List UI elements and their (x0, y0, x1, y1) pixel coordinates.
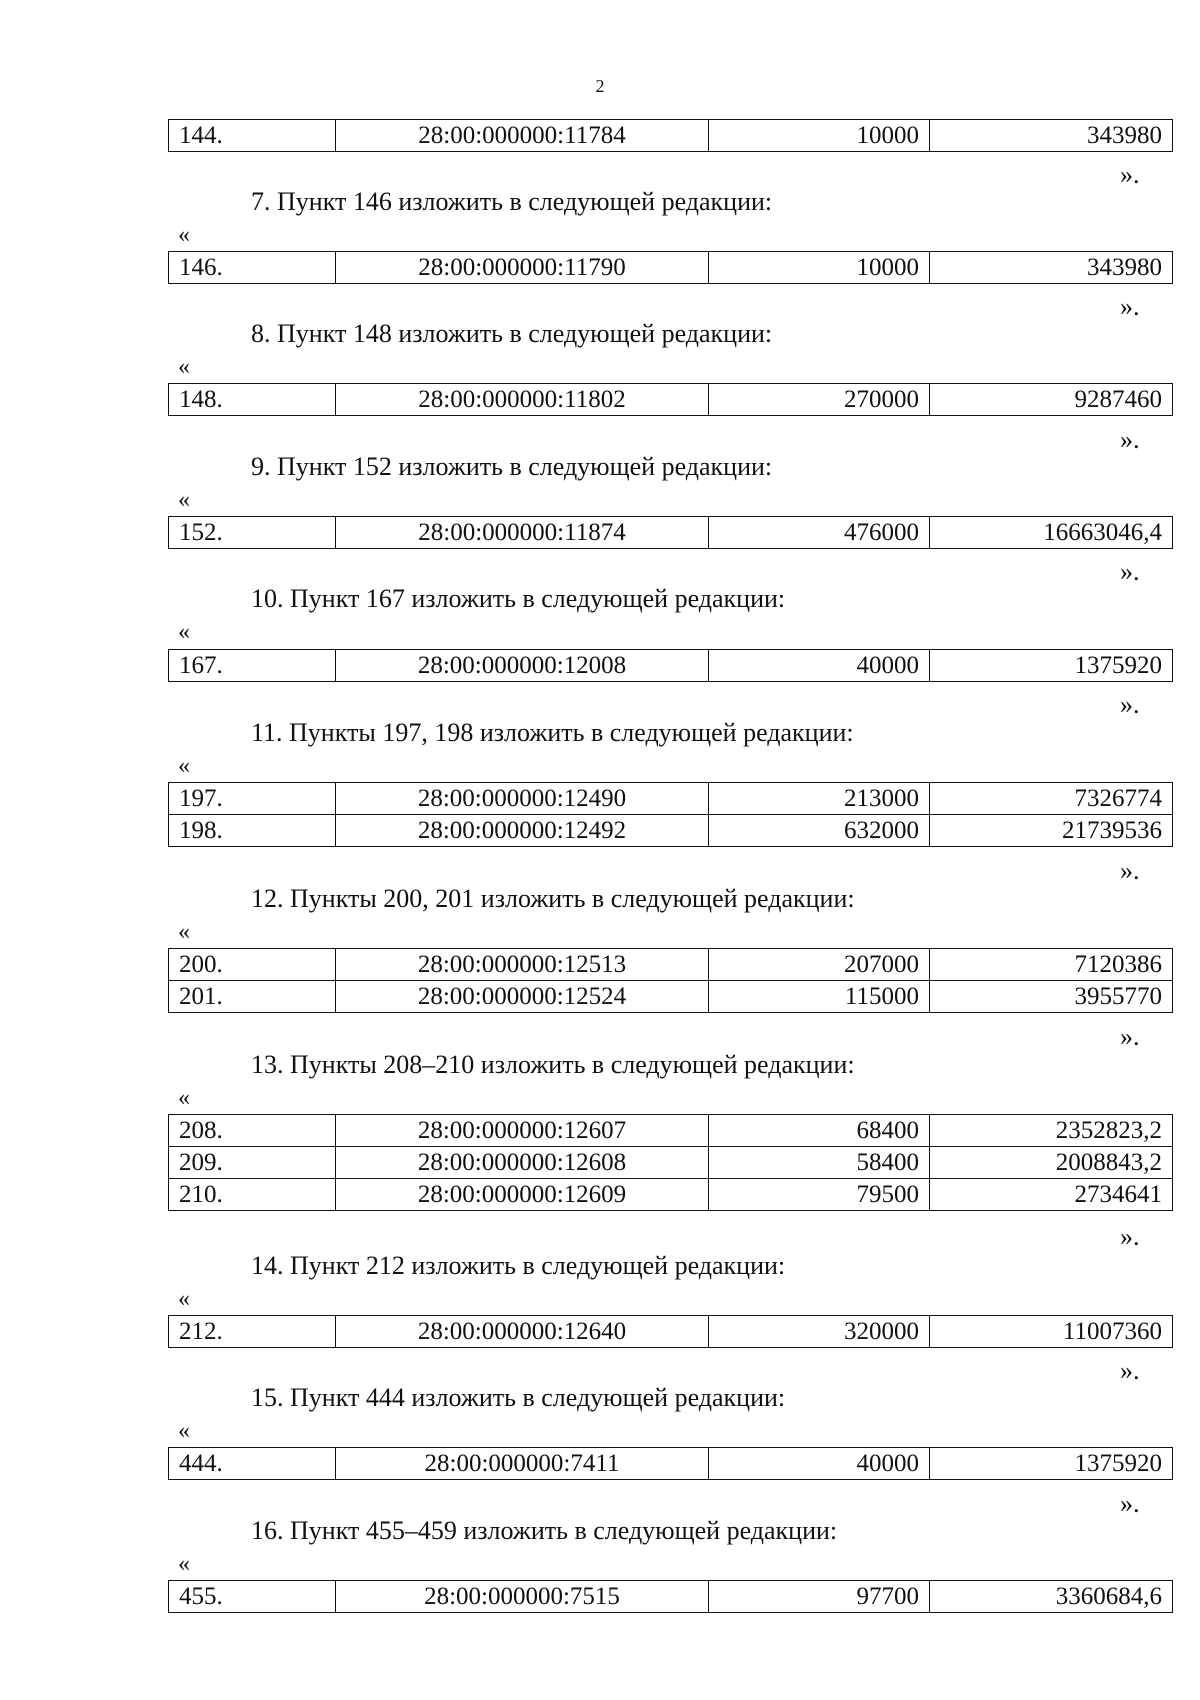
closing-quote: ». (1120, 1022, 1140, 1051)
table-row (169, 650, 1173, 682)
cost-value: 16663046,4 (930, 517, 1173, 549)
area-value: 97700 (709, 1581, 930, 1613)
item-number: 455. (169, 1581, 336, 1613)
area-value: 115000 (709, 981, 930, 1013)
cadastral-number: 28:00:000000:11802 (336, 384, 709, 416)
cadastral-number: 28:00:000000:12524 (336, 981, 709, 1013)
cadastral-number: 28:00:000000:11874 (336, 517, 709, 549)
item-number: 144. (169, 120, 336, 152)
amendment-table (168, 649, 1173, 682)
area-value: 68400 (709, 1115, 930, 1147)
section-heading: 13. Пункты 208–210 изложить в следующей редакции: (251, 1050, 855, 1079)
opening-quote: « (178, 487, 190, 513)
table-row (169, 783, 1173, 815)
area-value: 632000 (709, 815, 930, 847)
item-number: 212. (169, 1316, 336, 1348)
area-value: 40000 (709, 650, 930, 682)
amendment-table (168, 1114, 1173, 1211)
cost-value: 1375920 (930, 1448, 1173, 1480)
amendment-table (168, 1580, 1173, 1613)
amendment-table (168, 782, 1173, 847)
opening-quote: « (178, 1418, 190, 1444)
item-number: 209. (169, 1147, 336, 1179)
table-row (169, 1115, 1173, 1147)
cost-value: 3360684,6 (930, 1581, 1173, 1613)
item-number: 167. (169, 650, 336, 682)
amendment-table (168, 383, 1173, 416)
table-row (169, 120, 1173, 152)
cost-value: 7326774 (930, 783, 1173, 815)
cost-value: 2734641 (930, 1179, 1173, 1211)
item-number: 146. (169, 252, 336, 284)
closing-quote: ». (1120, 1356, 1140, 1385)
section-heading: 11. Пункты 197, 198 изложить в следующей редакции: (251, 718, 854, 747)
area-value: 79500 (709, 1179, 930, 1211)
cost-value: 21739536 (930, 815, 1173, 847)
section-heading: 9. Пункт 152 изложить в следующей редакции: (251, 452, 773, 481)
cadastral-number: 28:00:000000:12008 (336, 650, 709, 682)
opening-quote: « (178, 919, 190, 945)
section-heading: 7. Пункт 146 изложить в следующей редакции: (251, 187, 773, 216)
table-row (169, 384, 1173, 416)
cost-value: 7120386 (930, 949, 1173, 981)
section-heading: 14. Пункт 212 изложить в следующей редакции: (251, 1251, 786, 1280)
cost-value: 2008843,2 (930, 1147, 1173, 1179)
table-row (169, 981, 1173, 1013)
closing-quote: ». (1120, 856, 1140, 885)
area-value: 10000 (709, 120, 930, 152)
table-row (169, 517, 1173, 549)
cadastral-number: 28:00:000000:7411 (336, 1448, 709, 1480)
section-heading: 16. Пункт 455–459 изложить в следующей редакции: (251, 1516, 838, 1545)
area-value: 270000 (709, 384, 930, 416)
closing-quote: ». (1120, 160, 1140, 189)
cost-value: 343980 (930, 120, 1173, 152)
cadastral-number: 28:00:000000:12609 (336, 1179, 709, 1211)
area-value: 476000 (709, 517, 930, 549)
closing-quote: ». (1120, 292, 1140, 321)
cadastral-number: 28:00:000000:11784 (336, 120, 709, 152)
closing-quote: ». (1120, 557, 1140, 586)
cost-value: 3955770 (930, 981, 1173, 1013)
cost-value: 343980 (930, 252, 1173, 284)
cost-value: 2352823,2 (930, 1115, 1173, 1147)
item-number: 210. (169, 1179, 336, 1211)
table-row (169, 1179, 1173, 1211)
cadastral-number: 28:00:000000:11790 (336, 252, 709, 284)
cadastral-number: 28:00:000000:12490 (336, 783, 709, 815)
section-heading: 15. Пункт 444 изложить в следующей редакции: (251, 1383, 786, 1412)
opening-quote: « (178, 354, 190, 380)
cost-value: 11007360 (930, 1316, 1173, 1348)
cadastral-number: 28:00:000000:12513 (336, 949, 709, 981)
cadastral-number: 28:00:000000:7515 (336, 1581, 709, 1613)
item-number: 200. (169, 949, 336, 981)
closing-quote: ». (1120, 1489, 1140, 1518)
cadastral-number: 28:00:000000:12607 (336, 1115, 709, 1147)
table-row (169, 252, 1173, 284)
cost-value: 9287460 (930, 384, 1173, 416)
table-row (169, 949, 1173, 981)
cadastral-number: 28:00:000000:12608 (336, 1147, 709, 1179)
cost-value: 1375920 (930, 650, 1173, 682)
table-row (169, 1448, 1173, 1480)
amendment-table (168, 948, 1173, 1013)
closing-quote: ». (1120, 690, 1140, 719)
section-heading: 12. Пункты 200, 201 изложить в следующей редакции: (251, 884, 855, 913)
table-row (169, 815, 1173, 847)
item-number: 198. (169, 815, 336, 847)
table-row (169, 1581, 1173, 1613)
opening-quote: « (178, 619, 190, 645)
item-number: 152. (169, 517, 336, 549)
amendment-table (168, 1315, 1173, 1348)
amendment-table (168, 251, 1173, 284)
closing-quote: ». (1120, 425, 1140, 454)
section-heading: 8. Пункт 148 изложить в следующей редакции: (251, 319, 773, 348)
area-value: 58400 (709, 1147, 930, 1179)
amendment-table (168, 119, 1173, 152)
page-number: 2 (595, 76, 605, 96)
item-number: 208. (169, 1115, 336, 1147)
area-value: 213000 (709, 783, 930, 815)
area-value: 40000 (709, 1448, 930, 1480)
cadastral-number: 28:00:000000:12640 (336, 1316, 709, 1348)
section-heading: 10. Пункт 167 изложить в следующей редакции: (251, 584, 786, 613)
opening-quote: « (178, 753, 190, 779)
opening-quote: « (178, 1551, 190, 1577)
opening-quote: « (178, 1286, 190, 1312)
item-number: 197. (169, 783, 336, 815)
opening-quote: « (178, 222, 190, 248)
closing-quote: ». (1120, 1222, 1140, 1251)
area-value: 207000 (709, 949, 930, 981)
area-value: 10000 (709, 252, 930, 284)
table-row (169, 1147, 1173, 1179)
item-number: 148. (169, 384, 336, 416)
table-row (169, 1316, 1173, 1348)
area-value: 320000 (709, 1316, 930, 1348)
amendment-table (168, 1447, 1173, 1480)
item-number: 201. (169, 981, 336, 1013)
amendment-table (168, 516, 1173, 549)
cadastral-number: 28:00:000000:12492 (336, 815, 709, 847)
item-number: 444. (169, 1448, 336, 1480)
opening-quote: « (178, 1085, 190, 1111)
